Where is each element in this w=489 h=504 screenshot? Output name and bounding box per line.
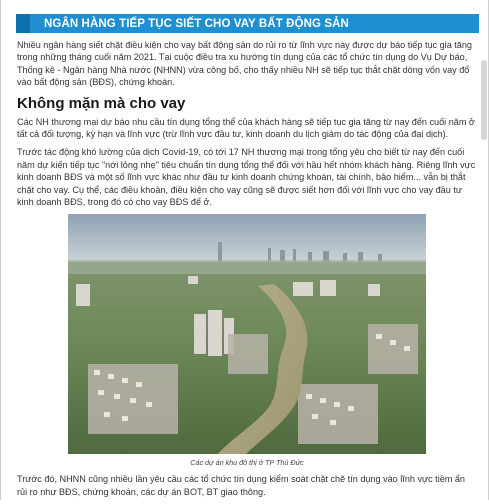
subheading: Không mặn mà cho vay [17,94,186,112]
article-content [17,39,477,504]
header-accent [16,14,30,33]
intro-paragraph: Nhiều ngân hàng siết chặt điều kiện cho vay bất động sản do rủi ro từ lĩnh vực này được dự báo tiếp tục gia tăng trong những tháng cuối năm 2021. Tại cuộc điều tra xu hướng tín dụng của các tổ chức tín dụng do Vụ Dự báo, Thống kê - Ngân hàng Nhà nước (NHNN) vừa công bố, cho thấy nhiều NH sẽ tiếp tục thắt chặt dòng vốn vay đổ vào bất động sản (BĐS), chứng khoán. [17,40,472,88]
paragraph-2: Trước tác động khó lường của dịch Covid-19, có tới 17 NH thương mại trong tổng yêu cho biết từ nay đến cuối năm dự kiến tiếp tục "nới lỏng nhẹ" tiêu chuẩn tín dụng tổng thể đối với hầu hết nhóm khách hàng. Riêng lĩnh vực kinh doanh BĐS và một số lĩnh vực khác như đầu tư kinh doanh chứng khoán, tài chính, bảo hiểm... vẫn bị thắt chặt cho vay. Cụ thể, các điều khoản, điều kiện cho vay cũng sẽ được siết hơn đối với lĩnh vực cho vay đầu tư kinh doanh BĐS, trong đó có cho vay BĐS để ở. [17,147,476,208]
paragraph-1: Các NH thương mại dự báo nhu cầu tín dụng tổng thể của khách hàng sẽ tiếp tục gia tăng từ nay đến cuối năm ở tất cả đối tượng, kỳ hạn và lĩnh vực (trừ lĩnh vực đầu tư, kinh doanh du lịch giảm do tác động của đại dịch). [17,116,475,140]
article-title: NGÂN HÀNG TIẾP TỤC SIẾT CHO VAY BẤT ĐỘNG SẢN [44,17,349,30]
aerial-city-photo [68,214,426,454]
paragraph-3: Trước đó, NHNN cũng nhiều lần yêu cầu các tổ chức tín dụng kiểm soát chặt chẽ tín dụng vào lĩnh vực tiềm ẩn rủi ro như BĐS, chứng khoán, các dự án BOT, BT giao thông. [17,474,465,497]
article-header-bar [16,14,479,33]
article-photo-figure [68,214,426,467]
scrollbar-thumb[interactable] [481,60,487,140]
page-scrollbar[interactable] [481,0,487,500]
photo-caption: Các dự án khu đô thị ở TP Thủ Đức [190,458,304,468]
